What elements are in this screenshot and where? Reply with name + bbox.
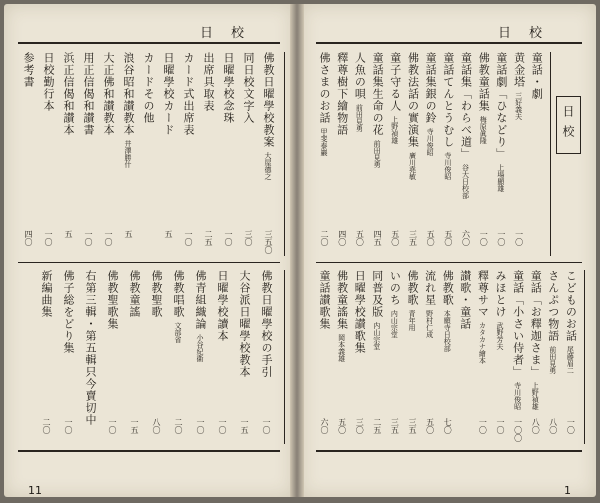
entry-title: 讃歌・童話 bbox=[458, 270, 472, 330]
entry-price: 五〇 bbox=[426, 230, 436, 246]
entry-title: 佛教聖歌集 bbox=[106, 270, 119, 330]
entry-price: 一〇 bbox=[104, 230, 113, 246]
listing-entry bbox=[406, 52, 418, 256]
entry-author: 上場顯雄 bbox=[496, 164, 505, 192]
entry-price: 三五〇 bbox=[264, 230, 273, 254]
entry-title: 出席具取表 bbox=[202, 52, 215, 112]
entry-price: 七〇 bbox=[443, 418, 453, 434]
entry-title: さんぷつ物語 bbox=[546, 270, 560, 342]
entry-price: 六〇 bbox=[461, 230, 471, 246]
listing-entry bbox=[122, 52, 134, 256]
listing-entry bbox=[142, 52, 154, 256]
entry-price: 五〇 bbox=[443, 230, 453, 246]
entry-title: 童話てんとうむし bbox=[441, 52, 455, 148]
entry-author: カタカナ繪本 bbox=[478, 322, 487, 364]
column-divider bbox=[284, 270, 285, 444]
entry-title: 佛子総をどり集 bbox=[62, 270, 75, 354]
left-folio: 11 bbox=[28, 484, 42, 497]
listing-entry bbox=[530, 52, 542, 256]
entry-title: 釋尊サマ bbox=[476, 270, 490, 318]
entry-author: 内山宗堂 bbox=[390, 310, 399, 338]
listing-entry bbox=[459, 270, 471, 444]
entry-price: 一〇 bbox=[496, 418, 505, 434]
entry-title: こどものお話 bbox=[564, 270, 578, 342]
entry-title: 右第三輯・第五輯只今賣切中 bbox=[84, 270, 97, 426]
entry-author: 青年用 bbox=[408, 310, 416, 331]
entry-price: 三五 bbox=[408, 230, 418, 246]
entry-price: 八〇 bbox=[548, 418, 558, 434]
entry-title: 童話集生命の花 bbox=[371, 52, 385, 136]
entry-price: 五〇 bbox=[425, 418, 435, 434]
entry-title: 同日校文字入 bbox=[242, 52, 255, 124]
entry-title: 佛青組織論 bbox=[194, 270, 207, 330]
listing-entry bbox=[62, 52, 74, 256]
entry-title: 日曜學校讃歌集 bbox=[353, 270, 367, 354]
entry-title: 人魚の唄 bbox=[353, 52, 367, 100]
entry-author: 廣川堯敏 bbox=[408, 152, 417, 180]
entry-author: 甲斐泰巖 bbox=[320, 128, 328, 156]
listing-entry bbox=[336, 52, 348, 256]
entry-title: 佛教歌 bbox=[406, 270, 419, 306]
entry-price: 五〇 bbox=[337, 418, 347, 434]
entry-title: みほとけ bbox=[494, 270, 507, 318]
entry-price: 一〇 bbox=[44, 230, 53, 246]
entry-price: 二〇 bbox=[174, 418, 183, 434]
listing-entry bbox=[242, 52, 254, 256]
entry-title: 参考書 bbox=[22, 52, 35, 88]
entry-title: 佛教歌 bbox=[441, 270, 455, 306]
right-middle-rule bbox=[316, 262, 582, 263]
listing-entry bbox=[182, 52, 194, 256]
entry-title: 日校勤行本 bbox=[42, 52, 55, 112]
entry-author: 前田見勇 bbox=[355, 104, 364, 132]
entry-price: 五 bbox=[64, 230, 73, 238]
listing-entry bbox=[477, 52, 489, 256]
listing-entry bbox=[262, 52, 274, 256]
entry-author: 寺川俊昭 bbox=[443, 152, 452, 180]
entry-title: 佛教日曜學校教案 bbox=[262, 52, 275, 148]
entry-title: 日曜學校念珠 bbox=[222, 52, 235, 124]
entry-author: 内山宗堂 bbox=[372, 322, 381, 350]
entry-title: 童話集「わらべ道」 bbox=[459, 52, 473, 160]
entry-author: 岡本義雄 bbox=[337, 334, 346, 362]
listing-entry bbox=[222, 52, 234, 256]
entry-author: 三好義夫 bbox=[514, 92, 523, 120]
right-bottom-rule bbox=[316, 450, 582, 452]
listing-entry bbox=[162, 52, 174, 256]
entry-title: 黄金塔 bbox=[512, 52, 526, 88]
entry-price: 一〇 bbox=[496, 230, 506, 246]
entry-price: 一〇 bbox=[196, 418, 205, 434]
entry-author: 井澤勝什 bbox=[124, 140, 132, 168]
listing-entry bbox=[513, 52, 525, 256]
section-title-box: 日校 bbox=[556, 96, 581, 154]
entry-title: 佛教聖歌 bbox=[150, 270, 163, 318]
entry-title: 流れ星 bbox=[423, 270, 437, 306]
left-running-header: 日校 bbox=[200, 26, 263, 41]
entry-price: 五 bbox=[124, 230, 133, 238]
entry-price: 一〇 bbox=[108, 418, 117, 434]
entry-title: 佛教童謠集 bbox=[335, 270, 349, 330]
listing-entry bbox=[495, 52, 507, 256]
entry-title: 大正佛和讃教本 bbox=[102, 52, 115, 136]
entry-price: 二五 bbox=[372, 418, 382, 434]
entry-price: 一五 bbox=[130, 418, 139, 434]
entry-price: 一〇 bbox=[479, 230, 489, 246]
entry-price: 四〇 bbox=[24, 230, 33, 246]
entry-title: 佛教童話集 bbox=[477, 52, 491, 112]
entry-author: 文部省 bbox=[174, 322, 182, 343]
entry-title: いのち bbox=[388, 270, 402, 306]
entry-author: 尾藤眉二 bbox=[566, 346, 575, 374]
column-divider bbox=[584, 270, 585, 444]
entry-price: 一〇 bbox=[218, 418, 227, 434]
entry-author: 寺川俊昭 bbox=[426, 128, 435, 156]
entry-price: 一五 bbox=[240, 418, 249, 434]
entry-price: 八〇 bbox=[152, 418, 161, 434]
entry-title: 佛さまのお話 bbox=[318, 52, 331, 124]
entry-price: 三〇 bbox=[244, 230, 253, 246]
entry-price: 三〇 bbox=[355, 418, 365, 434]
entry-title: 佛教日曜學校の手引 bbox=[260, 270, 273, 378]
entry-author: 大屋德之 bbox=[264, 152, 272, 180]
entry-author: 上野禎雄 bbox=[531, 382, 540, 410]
entry-price: 一〇 bbox=[64, 418, 73, 434]
entry-price: 二〇 bbox=[42, 418, 51, 434]
listing-entry bbox=[460, 52, 472, 256]
entry-price: 五 bbox=[164, 230, 173, 238]
entry-title: 浪谷昭和讃教本 bbox=[122, 52, 135, 136]
entry-price: 一〇 bbox=[566, 418, 576, 434]
listing-entry bbox=[84, 270, 96, 444]
entry-title: 日曜學校カード bbox=[162, 52, 175, 136]
entry-title: 釋尊樹下繪物語 bbox=[335, 52, 349, 136]
entry-author: 谷大日校部 bbox=[461, 164, 470, 199]
entry-price: 一〇 bbox=[224, 230, 233, 246]
book-gutter bbox=[290, 4, 304, 497]
listing-entry bbox=[371, 52, 383, 256]
entry-author: 梅原眞隆 bbox=[479, 116, 488, 144]
entry-price: 三五 bbox=[408, 418, 417, 434]
listing-entry bbox=[353, 52, 365, 256]
entry-title: 童話・劇 bbox=[530, 52, 544, 100]
left-middle-rule bbox=[18, 262, 280, 263]
entry-title: 佛教童謠 bbox=[128, 270, 141, 318]
entry-title: 童話集銀の鈴 bbox=[424, 52, 438, 124]
entry-price: 四〇 bbox=[337, 230, 347, 246]
entry-title: カード式出席表 bbox=[182, 52, 195, 136]
entry-price: 一〇〇 bbox=[513, 418, 523, 442]
column-divider bbox=[284, 52, 285, 256]
entry-price: 二五 bbox=[204, 230, 213, 246]
entry-title: 大谷派日曜學校教本 bbox=[238, 270, 251, 378]
entry-price: 五〇 bbox=[390, 230, 400, 246]
right-folio: 1 bbox=[564, 484, 571, 497]
left-bottom-rule bbox=[18, 450, 280, 452]
right-header-rule bbox=[316, 42, 582, 44]
entry-author: 前田見勇 bbox=[373, 140, 382, 168]
listing-entry bbox=[442, 52, 454, 256]
listing-entry bbox=[22, 52, 34, 256]
entry-author: 上野禎雄 bbox=[390, 116, 399, 144]
entry-author: 本願寺日校部 bbox=[443, 310, 452, 352]
entry-price: 五〇 bbox=[355, 230, 365, 246]
entry-price: 六〇 bbox=[320, 418, 329, 434]
entry-price: 四五 bbox=[373, 230, 383, 246]
entry-title: 新編曲集 bbox=[40, 270, 53, 318]
entry-author: 寺川俊昭 bbox=[513, 382, 522, 410]
entry-title: 日曜學校讀本 bbox=[216, 270, 229, 342]
listing-entry bbox=[424, 52, 436, 256]
entry-title: 童話劇「ひなどり」 bbox=[494, 52, 508, 160]
entry-price: 八〇 bbox=[531, 418, 541, 434]
listing-entry bbox=[82, 52, 94, 256]
entry-author: 野村仁成 bbox=[425, 310, 434, 338]
entry-title: カードその他 bbox=[142, 52, 155, 124]
listing-entry bbox=[42, 52, 54, 256]
entry-title: 同普及版 bbox=[370, 270, 384, 318]
entry-title: 浜正信偈和讃本 bbox=[62, 52, 75, 136]
listing-entry bbox=[318, 52, 330, 256]
entry-title: 童子守る人 bbox=[388, 52, 402, 112]
entry-price: 一〇 bbox=[84, 230, 93, 246]
entry-title: 童話「お釋迦さま」 bbox=[529, 270, 543, 378]
listing-entry bbox=[102, 52, 114, 256]
entry-price: 一〇 bbox=[262, 418, 271, 434]
entry-price: 二〇 bbox=[320, 230, 329, 246]
listing-entry bbox=[389, 52, 401, 256]
entry-title: 用正信偈和讃書 bbox=[82, 52, 95, 136]
entry-title: 童話「小さい侍者」 bbox=[511, 270, 525, 378]
entry-title: 童話讃歌集 bbox=[318, 270, 331, 330]
right-running-header: 日校 bbox=[498, 26, 561, 41]
entry-author: 小谷紀衞 bbox=[196, 334, 204, 362]
entry-title: 佛教唱歌 bbox=[172, 270, 185, 318]
listing-entry bbox=[202, 52, 214, 256]
entry-price: 一〇 bbox=[514, 230, 524, 246]
entry-price: 一〇 bbox=[184, 230, 193, 246]
entry-price: 一〇 bbox=[478, 418, 488, 434]
entry-author: 前田見勇 bbox=[548, 346, 557, 374]
entry-title: 佛教法話の實演集 bbox=[406, 52, 420, 148]
column-divider bbox=[550, 52, 551, 256]
left-header-rule bbox=[18, 42, 280, 44]
entry-price: 三五 bbox=[390, 418, 400, 434]
entry-author: 武野芳夫 bbox=[496, 322, 504, 350]
